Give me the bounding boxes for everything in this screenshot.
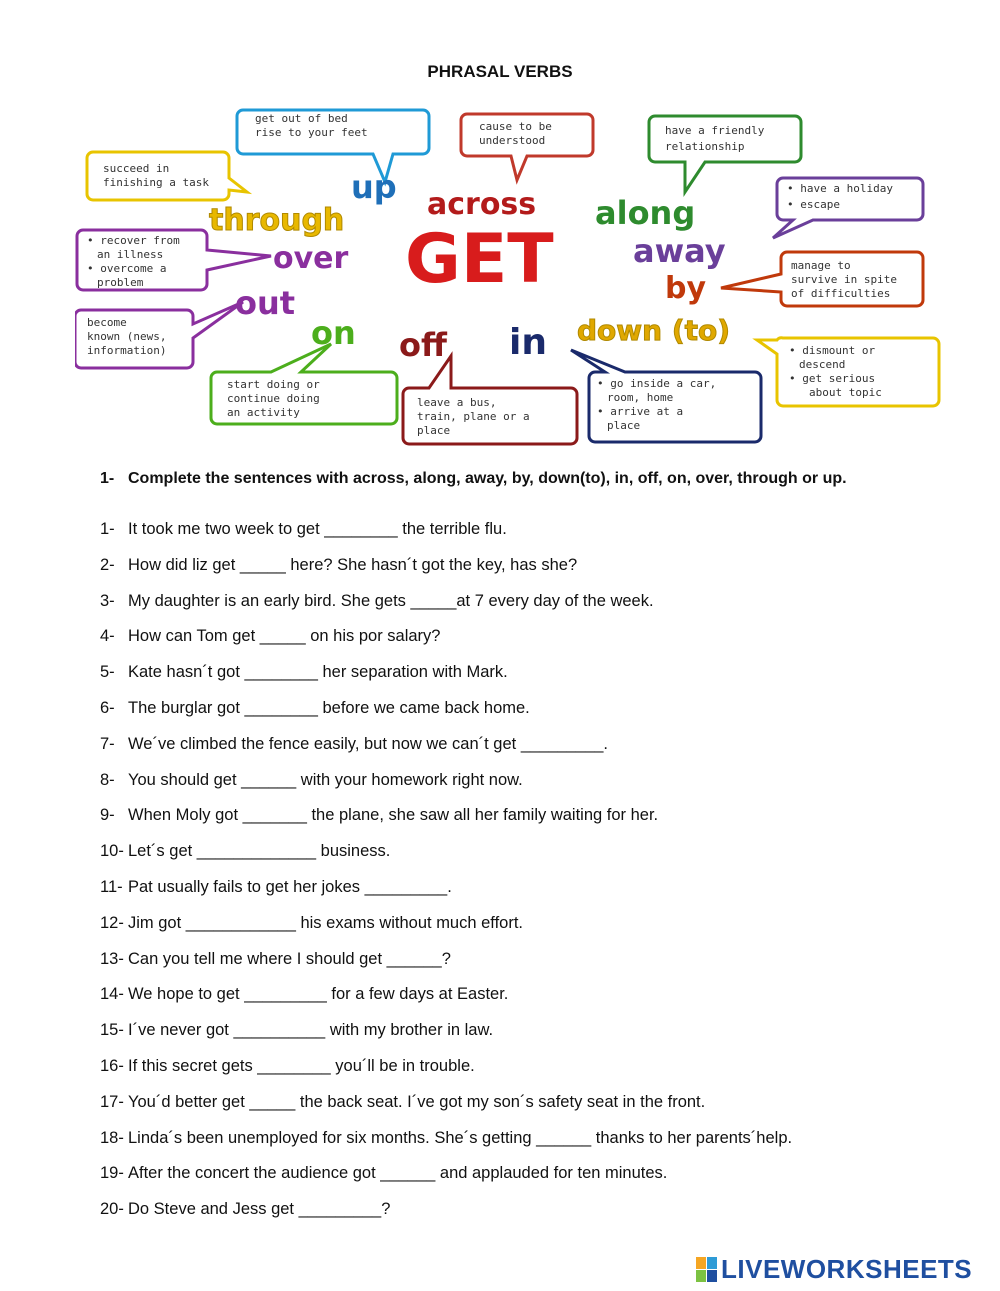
bubble-on-line-3: an activity	[227, 406, 300, 419]
bubble-along-line-1: have a friendly	[665, 124, 765, 137]
sentence-item	[100, 1021, 792, 1057]
sentence-text: We´ve climbed the fence easily, but now we can´t get _________.	[128, 734, 609, 753]
verb-out: out	[235, 284, 296, 322]
bubble-across-line-1: cause to be	[479, 120, 552, 133]
sentence-text: Pat usually fails to get her jokes _________.	[128, 877, 452, 896]
verb-by: by	[665, 271, 707, 306]
verb-across: across	[427, 187, 537, 222]
bubble-off-line-2: train, plane or a	[417, 410, 530, 423]
sentence-number: 3-	[100, 591, 115, 610]
bubble-in-line-1: • go inside a car,	[597, 377, 717, 390]
sentence-number: 20-	[100, 1200, 124, 1219]
brand-name: LIVEWORKSHEETS	[721, 1254, 973, 1284]
sentence-text: You should get ______ with your homework right now.	[128, 770, 523, 789]
bubble-down-line-4: about topic	[809, 386, 882, 399]
bubble-through-line-2: finishing a task	[103, 176, 209, 189]
bubble-over-line-2: an illness	[97, 248, 164, 261]
sentence-item	[100, 985, 792, 1021]
sentence-text: It took me two week to get ________ the terrible flu.	[128, 520, 507, 538]
sentence-item	[100, 663, 792, 699]
sentence-item	[100, 592, 792, 628]
sentence-item	[100, 914, 792, 950]
sentence-text: I´ve never got __________ with my brother in law.	[128, 1021, 494, 1040]
bubble-down-line-3: • get serious	[789, 372, 876, 385]
bubble-on-line-2: continue doing	[227, 392, 320, 405]
sentence-number: 16-	[100, 1056, 124, 1075]
sentence-item	[100, 842, 792, 878]
sentence-item	[100, 1093, 792, 1129]
svg-text:rise to your feet	[255, 126, 368, 139]
sentence-item	[100, 1164, 792, 1200]
sentence-text: Jim got ____________ his exams without much effort.	[128, 913, 524, 932]
bubble-out	[75, 302, 243, 368]
verb-through: through	[209, 203, 345, 238]
verb-down-to: down (to)	[577, 314, 731, 347]
bubble-by	[721, 252, 923, 306]
sentence-number: 10-	[100, 842, 124, 861]
verb-over: over	[273, 241, 349, 276]
bubble-over-line-3: • overcome a	[87, 262, 167, 275]
verb-up: up	[351, 168, 397, 206]
bubble-through	[87, 152, 247, 200]
bubble-in-line-3: • arrive at a	[597, 405, 684, 418]
verb-on: on	[311, 314, 356, 352]
verb-away: away	[633, 232, 726, 270]
instruction	[100, 470, 847, 488]
bubble-off-line-1: leave a bus,	[417, 396, 497, 409]
sentence-number: 1-	[100, 520, 115, 538]
sentence-text: How did liz get _____ here? She hasn´t got the key, has she?	[128, 555, 578, 574]
bubble-away-line-1: • have a holiday	[787, 182, 893, 195]
sentence-text: If this secret gets ________ you´ll be in trouble.	[128, 1056, 475, 1075]
sentence-item	[100, 771, 792, 807]
bubble-through-line-1: succeed in	[103, 162, 170, 175]
sentence-text: Do Steve and Jess get _________?	[128, 1200, 391, 1219]
bubble-over-line-4: problem	[97, 276, 144, 289]
sentence-text: After the concert the audience got ______ and applauded for ten minutes.	[128, 1164, 668, 1183]
bubble-across-line-2: understood	[479, 134, 546, 147]
sentence-number: 14-	[100, 985, 124, 1004]
sentence-item	[100, 556, 792, 592]
sentence-text: We hope to get _________ for a few days at Easter.	[128, 985, 509, 1004]
bubble-on-line-1: start doing or	[227, 378, 320, 391]
bubble-in-line-2: room, home	[607, 391, 674, 404]
bubble-up-line-2: rise to your feet	[255, 126, 368, 139]
sentence-text: You´d better get _____ the back seat. I´ve got my son´s safety seat in the front.	[128, 1092, 706, 1111]
sentence-text: When Moly got _______ the plane, she saw all her family waiting for her.	[128, 806, 659, 825]
instruction-number: 1-	[100, 470, 115, 487]
liveworksheets-logo	[696, 1254, 972, 1285]
sentence-item	[100, 627, 792, 663]
bubble-out-line-1: become	[87, 316, 127, 329]
bubble-off	[403, 356, 577, 444]
sentence-text: Can you tell me where I should get ______?	[128, 949, 451, 968]
verb-along: along	[595, 194, 696, 232]
sentence-text: Let´s get _____________ business.	[128, 842, 391, 861]
bubble-down	[757, 338, 939, 406]
sentence-text: The burglar got ________ before we came back home.	[128, 698, 530, 717]
bubble-off-line-3: place	[417, 424, 451, 437]
page-title: PHRASAL VERBS	[427, 62, 573, 81]
sentence-number: 17-	[100, 1092, 124, 1111]
svg-text:get out of bed	[255, 112, 348, 125]
sentence-number: 2-	[100, 555, 115, 574]
sentence-item	[100, 1200, 792, 1236]
sentence-item	[100, 699, 792, 735]
sentence-item	[100, 806, 792, 842]
sentence-number: 19-	[100, 1164, 124, 1183]
bubble-away	[773, 178, 923, 238]
bubble-over	[77, 230, 271, 290]
sentence-number: 11-	[100, 877, 123, 896]
sentence-list	[100, 520, 792, 1236]
bubble-up	[237, 110, 429, 182]
bubble-along-line-2: relationship	[665, 140, 745, 153]
sentence-text: Kate hasn´t got ________ her separation with Mark.	[128, 663, 508, 682]
bubble-by-line-2: survive in spite	[791, 273, 897, 286]
sentence-item	[100, 520, 792, 556]
bubble-away-line-2: • escape	[787, 198, 840, 211]
bubble-out-line-3: information)	[87, 344, 167, 357]
sentence-number: 13-	[100, 949, 124, 968]
verb-get-center: GET	[405, 220, 554, 299]
verb-in: in	[509, 322, 547, 363]
bubble-down-line-2: descend	[799, 358, 846, 371]
sentence-number: 12-	[100, 913, 124, 932]
bubble-out-line-2: known (news,	[87, 330, 167, 343]
sentence-number: 4-	[100, 627, 115, 646]
sentence-number: 6-	[100, 698, 115, 717]
bubble-on	[211, 344, 397, 424]
sentence-text: How can Tom get _____ on his por salary?	[128, 627, 441, 646]
instruction-text: Complete the sentences with across, along, away, by, down(to), in, off, on, over, through or up.	[128, 470, 847, 487]
sentence-number: 18-	[100, 1128, 124, 1147]
sentence-number: 15-	[100, 1021, 124, 1040]
bubble-by-line-3: of difficulties	[791, 287, 891, 300]
sentence-item	[100, 878, 792, 914]
sentence-item	[100, 735, 792, 771]
sentence-item	[100, 1129, 792, 1165]
bubble-down-line-1: • dismount or	[789, 344, 876, 357]
bubble-up-line-1: get out of bed	[255, 112, 348, 125]
sentence-item	[100, 1057, 792, 1093]
sentence-number: 5-	[100, 663, 115, 682]
phrasal-verbs-diagram	[75, 92, 945, 452]
logo-icon	[696, 1257, 717, 1282]
sentence-number: 7-	[100, 734, 115, 753]
bubble-across	[461, 114, 593, 180]
sentence-number: 8-	[100, 770, 115, 789]
bubble-over-line-1: • recover from	[87, 234, 180, 247]
sentence-text: Linda´s been unemployed for six months. She´s getting ______ thanks to her parents´help.	[128, 1128, 793, 1147]
verb-off: off	[399, 326, 447, 364]
bubble-in	[571, 350, 761, 442]
bubble-by-line-1: manage to	[791, 259, 851, 272]
bubble-in-line-4: place	[607, 419, 641, 432]
sentence-number: 9-	[100, 806, 115, 825]
sentence-item	[100, 950, 792, 986]
sentence-text: My daughter is an early bird. She gets _____at 7 every day of the week.	[128, 591, 654, 610]
